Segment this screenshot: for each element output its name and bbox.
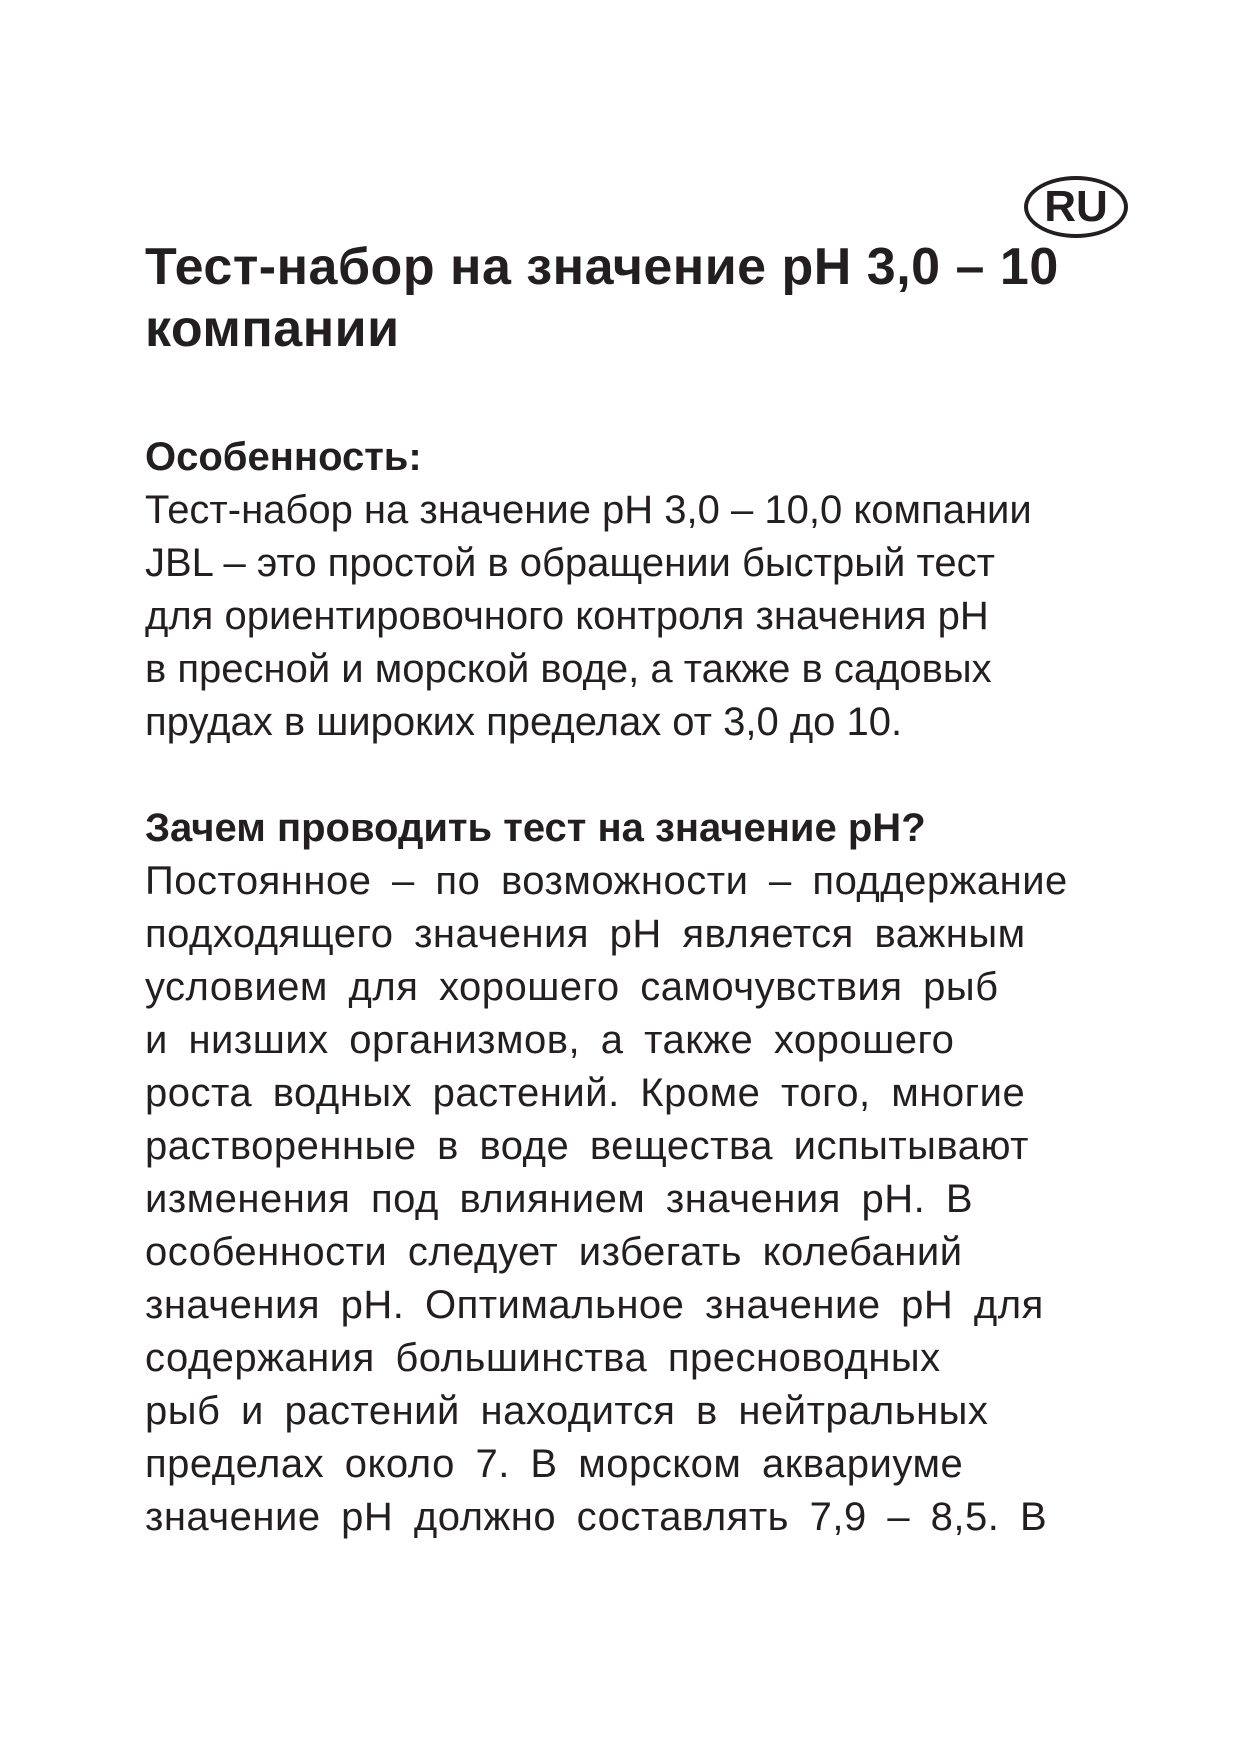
- text-line: значения pH. Оптимальное значение pH для: [145, 1283, 1044, 1327]
- document-page: [145, 236, 1165, 1544]
- text-line: растворенные в воде вещества испытывают: [145, 1124, 1029, 1168]
- text-line: пределах около 7. В морском аквариуме: [145, 1442, 964, 1486]
- text-line: Постоянное – по возможности – поддержание: [145, 859, 1068, 903]
- text-line: и низших организмов, а также хорошего: [145, 1018, 955, 1062]
- language-badge: RU: [1024, 176, 1128, 238]
- title-line: Тест-набор на значение pH 3,0 – 10: [145, 238, 1059, 296]
- section-text-feature: [145, 484, 1165, 749]
- text-line: особенности следует избегать колебаний: [145, 1230, 963, 1274]
- text-line: изменения под влиянием значения pH. В: [145, 1177, 974, 1221]
- text-line: рыб и растений находится в нейтральных: [145, 1389, 989, 1433]
- text-line: для ориентировочного контроля значения pH: [145, 594, 989, 638]
- text-line: содержания большинства пресноводных: [145, 1336, 941, 1380]
- text-line: роста водных растений. Кроме того, многие: [145, 1071, 1026, 1115]
- text-line: JBL – это простой в обращении быстрый тест: [145, 541, 995, 585]
- text-line: подходящего значения pH является важным: [145, 912, 1026, 956]
- section-heading-why-test: Зачем проводить тест на значение pH?: [145, 806, 926, 850]
- text-line: в пресной и морской воде, а также в садовых: [145, 647, 992, 691]
- text-line: значение pH должно составлять 7,9 – 8,5. В: [145, 1495, 1048, 1539]
- section-heading-feature: Особенность:: [145, 435, 422, 479]
- title-line: компании: [145, 300, 400, 358]
- text-line: Тест-набор на значение pH 3,0 – 10,0 компании: [145, 488, 1032, 532]
- section-text-why-test: [145, 855, 1165, 1544]
- text-line: условием для хорошего самочувствия рыб: [145, 965, 999, 1009]
- document-title: [145, 236, 1165, 360]
- text-line: прудах в широких пределах от 3,0 до 10.: [145, 700, 903, 744]
